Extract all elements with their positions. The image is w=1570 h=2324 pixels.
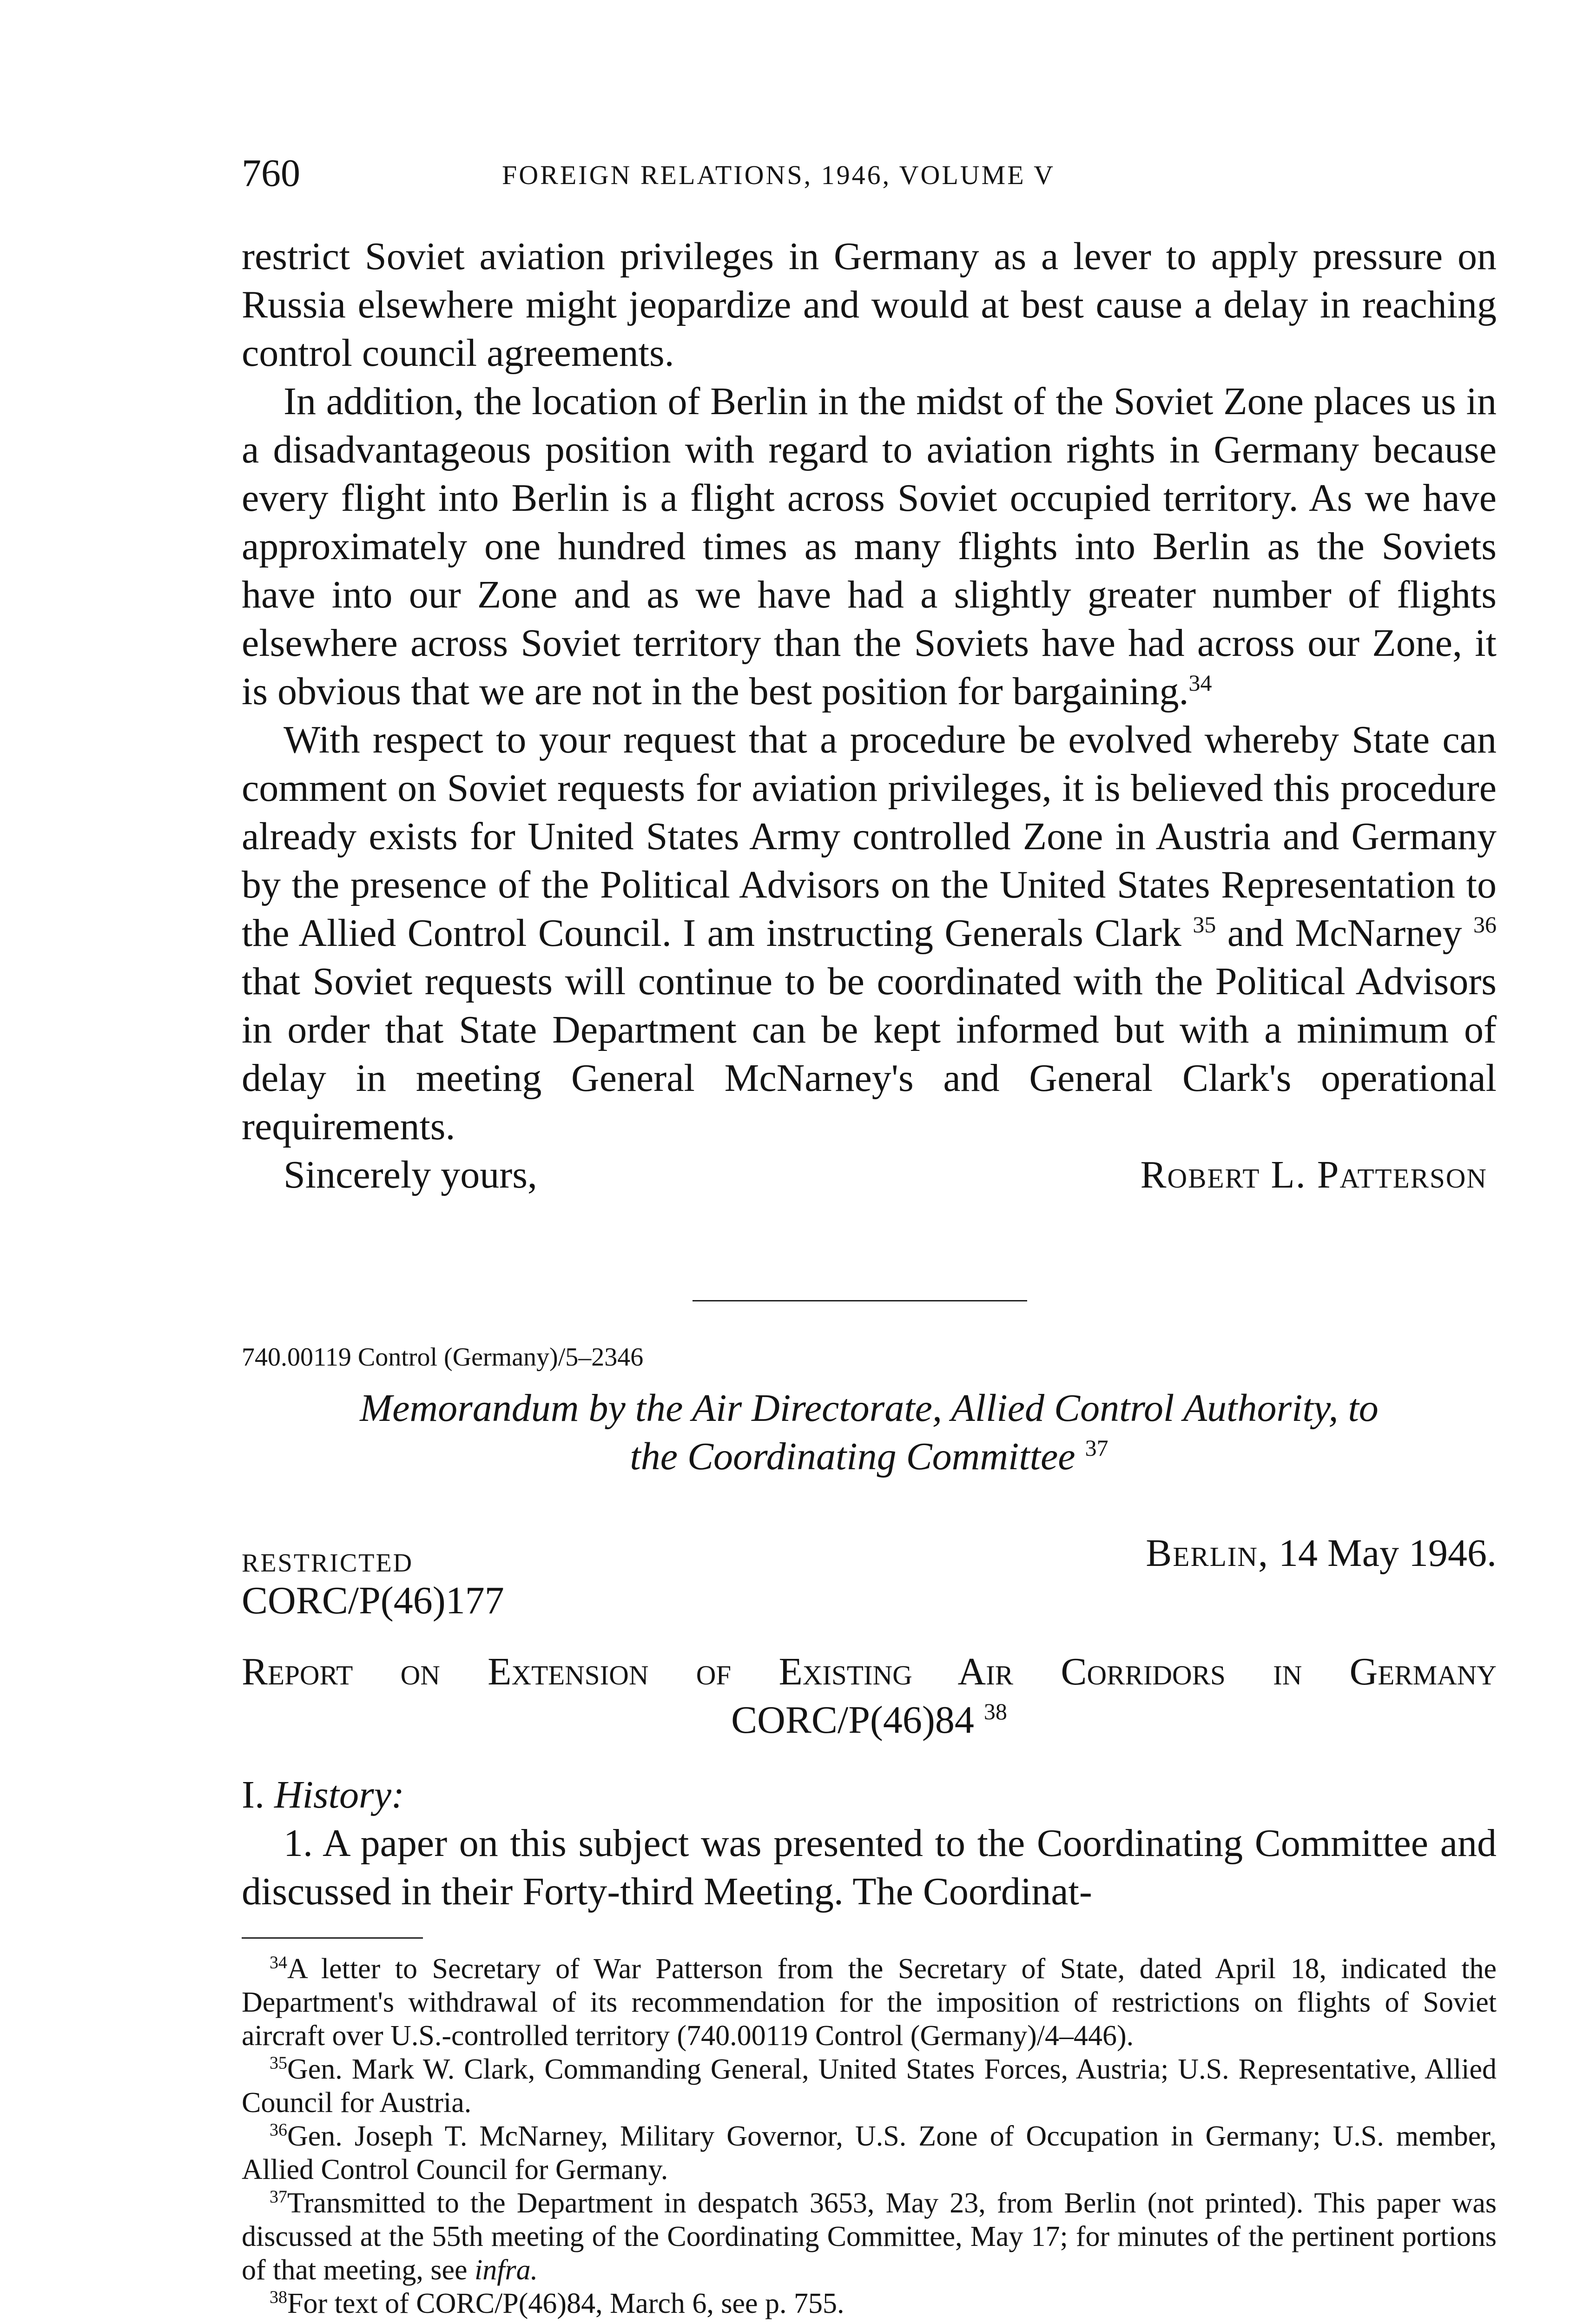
section-text: 1. A paper on this subject was presented to the Coordinating Committee and discussed in their Forty-third Meeting. The Coordinat- [242, 1822, 1497, 1913]
footnote-ref-36: 36 [1473, 911, 1497, 938]
signature-row [242, 1151, 1497, 1199]
signature: Robert L. Patterson [1140, 1153, 1487, 1196]
page-header [242, 148, 1497, 204]
footnotes [242, 1952, 1497, 2320]
memo-title: Memorandum by the Air Directorate, Allied Control Authority, to the Coordinating Committee $^{37}$ [360, 1386, 1379, 1478]
footnote-rule [242, 1937, 423, 1939]
letter-paragraph-3: With respect to your request that a procedure be evolved whereby State can comment on Soviet requests for aviation privileges, it is believed this procedure already exists for United States Army controlled Zone in Austria and Germany by the presence of the Political Advisors on the United States Representation to the Allied Control Council. I am instructing Generals Clark $^{35}$ and McNarney $^{36}$ that Soviet requests will continue to be coordinated with the Political Advisors in order that State Department can be kept informed but with a minimum of delay in meeting General McNarney's and General Clark's operational requirements. [242, 718, 1497, 1148]
file-reference: 740.00119 Control (Germany)/5–2346 [242, 1343, 644, 1372]
footnote-38: $^{38}$For text of CORC/P(46)84, March 6, see p. 755. [270, 2287, 844, 2319]
document-id: CORC/P(46)177 [242, 1579, 504, 1622]
footnote-36: $^{36}$Gen. Joseph T. McNarney, Military Governor, U.S. Zone of Occupation in Germany; U.S. member, Allied Control Council for Germany. [242, 2120, 1497, 2185]
classification-label: RESTRICTED [242, 1549, 414, 1578]
footnote-ref-35: 35 [1193, 911, 1216, 938]
footnote-ref-37: 37 [1085, 1435, 1108, 1461]
section-heading: I. History: [242, 1773, 404, 1816]
letter-paragraph-1: restrict Soviet aviation privileges in Germany as a lever to apply pressure on Russia elsewhere might jeopardize and would at best cause a delay in reaching control council agreements. [242, 235, 1497, 375]
footnote-ref-34: 34 [1188, 670, 1212, 696]
footnote-37: $^{37}$Transmitted to the Department in despatch 3653, May 23, from Berlin (not printed). This paper was discussed at the 55th meeting of the Coordinating Committee, May 17; for minutes of the pertinent portions of that meeting, see infra. [242, 2187, 1497, 2286]
running-head: FOREIGN RELATIONS, 1946, VOLUME V [502, 160, 1055, 190]
page-number: 760 [242, 152, 300, 195]
footnote-ref-38: 38 [983, 1698, 1007, 1724]
dateline: Berlin, 14 May 1946. [1146, 1532, 1497, 1575]
report-reference: CORC/P(46)84 $^{38}$ [731, 1698, 1007, 1742]
letter-body [242, 232, 1497, 1199]
footnote-35: $^{35}$Gen. Mark W. Clark, Commanding General, United States Forces, Austria; U.S. Representative, Allied Council for Austria. [242, 2053, 1497, 2119]
section-divider [693, 1300, 1027, 1301]
closing: Sincerely yours, [284, 1153, 537, 1196]
report-title: Report on Extension of Existing Air Corridors in Germany [242, 1650, 1497, 1693]
footnote-34: $^{34}$A letter to Secretary of War Patterson from the Secretary of State, dated April 18, indicated the Department's withdrawal of its recommendation for the imposition of restrictions on flights of Soviet aircraft over U.S.-controlled territory (740.00119 Control (Germany)/4–446). [242, 1953, 1497, 2052]
letter-paragraph-2: In addition, the location of Berlin in the midst of the Soviet Zone places us in a disadvantageous position with regard to aviation rights in Germany because every flight into Berlin is a flight across Soviet occupied territory. As we have approximately one hundred times as many flights into Berlin as the Soviets have into our Zone and as we have had a slightly greater number of flights elsewhere across Soviet territory than the Soviets have had across our Zone, it is obvious that we are not in the best position for bargaining.$^{34}$ [242, 380, 1497, 713]
